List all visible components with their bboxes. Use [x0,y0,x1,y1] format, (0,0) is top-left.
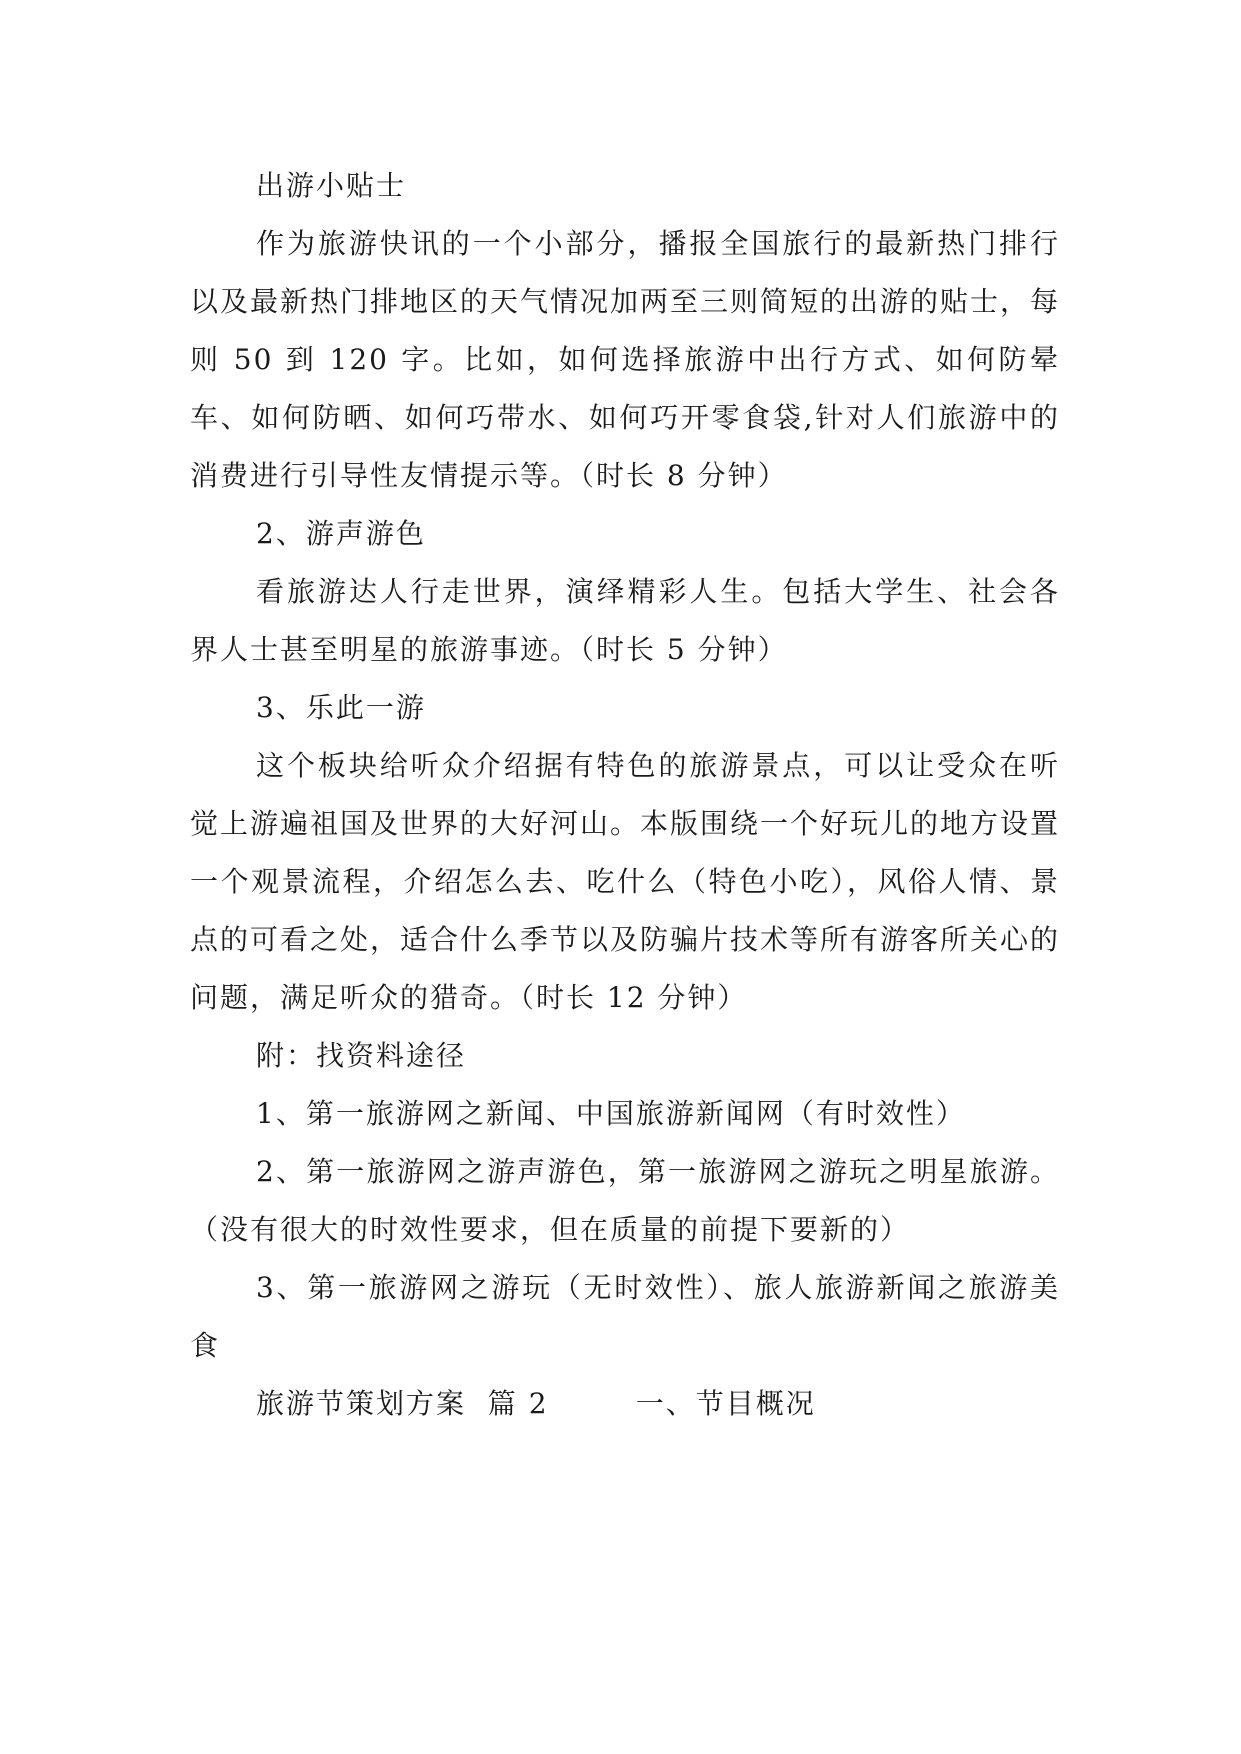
paragraph-next-section-title: 旅游节策划方案 篇 2 一、节目概况 [256,1387,816,1420]
paragraph-source-1: 1、第一旅游网之新闻、中国旅游新闻网（有时效性） [256,1097,966,1130]
paragraph-section-2-heading: 2、游声游色 [256,517,426,550]
paragraph-source-3: 3、第一旅游网之游玩（无时效性）、旅人旅游新闻之旅游美食 [190,1271,1060,1362]
document-body [190,157,1060,1433]
paragraph-section-3-heading: 3、乐此一游 [256,691,426,724]
paragraph-tips-heading: 出游小贴士 [256,169,407,202]
paragraph-section-2-body: 看旅游达人行走世界，演绎精彩人生。包括大学生、社会各界人士甚至明星的旅游事迹。（时长 5 分钟） [190,575,1060,666]
paragraph-tips-body: 作为旅游快讯的一个小部分，播报全国旅行的最新热门排行以及最新热门排地区的天气情况加两至三则简短的出游的贴士，每则 50 到 120 字。比如，如何选择旅游中出行方式、如何防晕车、如何防晒、如何巧带水、如何巧开零食袋,针对人们旅游中的消费进行引导性友情提示等。（时长 8 分钟） [190,227,1061,492]
paragraph-section-3-body: 这个板块给听众介绍据有特色的旅游景点，可以让受众在听觉上游遍祖国及世界的大好河山。本版围绕一个好玩儿的地方设置一个观景流程，介绍怎么去、吃什么（特色小吃），风俗人情、景点的可看之处，适合什么季节以及防骗片技术等所有游客所关心的问题，满足听众的猎奇。（时长 12 分钟） [190,749,1061,1014]
paragraph-appendix-heading: 附：找资料途径 [256,1039,467,1072]
paragraph-source-2: 2、第一旅游网之游声游色，第一旅游网之游玩之明星旅游。（没有很大的时效性要求，但在质量的前提下要新的） [190,1155,1060,1246]
